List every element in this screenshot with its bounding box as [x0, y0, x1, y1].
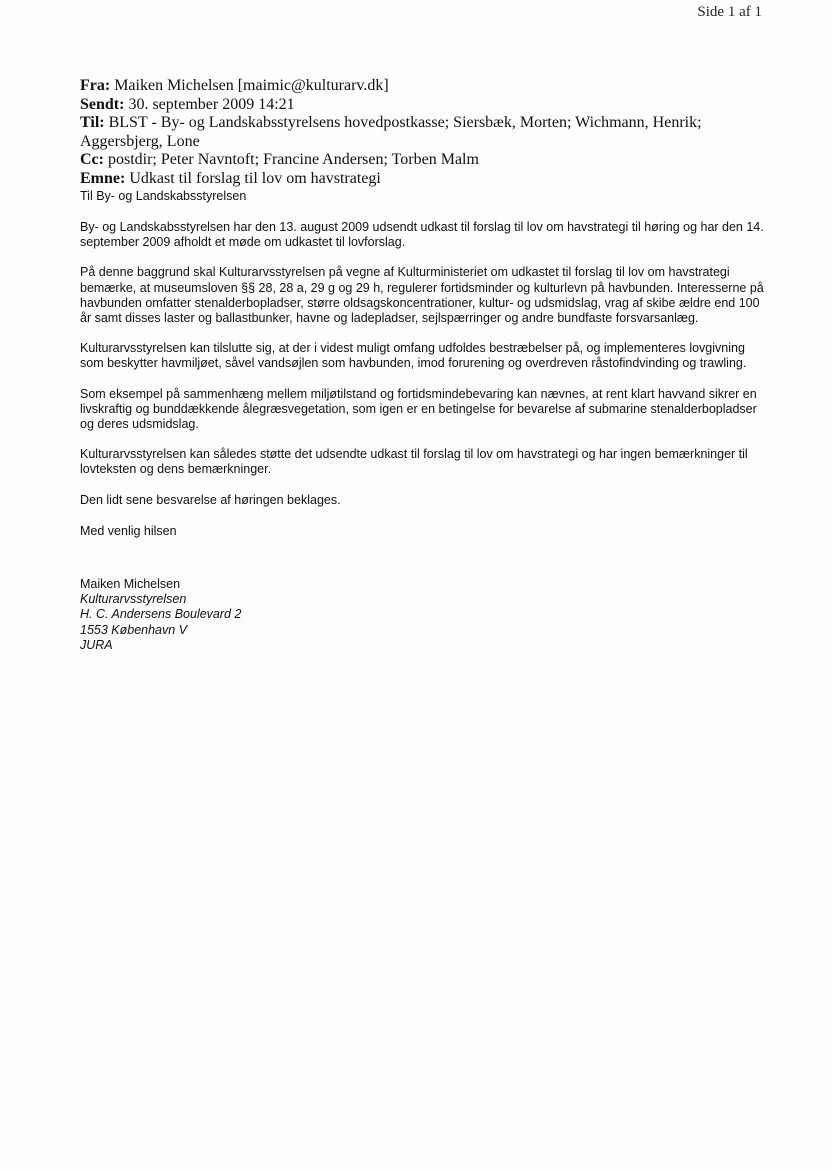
to-row: [80, 114, 770, 151]
from-label: Fra:: [80, 77, 111, 94]
paragraph-6: Den lidt sene besvarelse af høringen beklages.: [80, 492, 341, 507]
signature-street: H. C. Andersens Boulevard 2: [80, 607, 242, 622]
to-value: BLST - By- og Landskabsstyrelsens hovedpostkasse; Siersbæk, Morten; Wichmann, Henrik; Aggersbjerg, Lone: [80, 114, 702, 150]
signature-organization: Kulturarvsstyrelsen: [80, 592, 187, 607]
paragraph-3: Kulturarvsstyrelsen kan tilslutte sig, at der i videst muligt omfang udfoldes bestræbelser på, og implementeres lovgivning som beskytter havmiljøet, såvel vandsøjlen som havbunden, imod forurening og overdreven råstofindvinding og trawling.: [80, 341, 747, 371]
cc-row: [80, 151, 770, 170]
closing-greeting: Med venlig hilsen: [80, 523, 177, 538]
letter-body: [80, 220, 770, 653]
subject-value: Udkast til forslag til lov om havstrategi: [125, 169, 381, 187]
from-row: [80, 77, 770, 96]
signature-city: 1553 København V: [80, 622, 188, 637]
paragraph-5: Kulturarvsstyrelsen kan således støtte det udsendte udkast til forslag til lov om havstrategi og har ingen bemærkninger til lovteksten og dens bemærkninger.: [80, 447, 748, 477]
signature-department: JURA: [80, 637, 113, 652]
sent-row: [80, 96, 770, 115]
cc-label: Cc:: [80, 151, 104, 169]
paragraph-4: Som eksempel på sammenhæng mellem miljøtilstand og fortidsmindebevaring kan nævnes, at rent klart havvand sikrer en livskraftig og bunddækkende ålegræsvegetation, som igen er en betingelse for bevarelse af submarine stenalderbopladser og deres udsmidslag.: [80, 386, 757, 432]
addressee-line: Til By- og Landskabsstyrelsen: [80, 188, 247, 203]
from-value: Maiken Michelsen [maimic@kulturarv.dk]: [110, 77, 389, 94]
paragraph-1: By- og Landskabsstyrelsen har den 13. august 2009 udsendt udkast til forslag til lov om havstrategi til høring og har den 14. september 2009 afholdt et møde om udkastet til lovforslag.: [80, 220, 764, 250]
paragraph-2: På denne baggrund skal Kulturarvsstyrelsen på vegne af Kulturministeriet om udkastet til forslag til lov om havstrategi bemærke, at museumsloven §§ 28, 28 a, 29 g og 29 h, regulerer fortidsminder og kulturlevn på havbunden. Interesserne på havbunden omfatter stenalderbopladser, større oldsagskoncentrationer, kultur- og udsmidslag, vrag af skibe ældre end 100 år samt disses laster og ballastbunker, havne og ladepladser, sejlspærringer og andre bundfaste forsvarsanlæg.: [80, 265, 764, 326]
page-number: Side 1 af 1: [697, 4, 762, 20]
signature-name: Maiken Michelsen: [80, 577, 181, 592]
sent-value: 30. september 2009 14:21: [124, 95, 295, 113]
email-header: [80, 77, 770, 204]
cc-value: postdir; Peter Navntoft; Francine Andersen; Torben Malm: [103, 151, 479, 169]
subject-label: Emne:: [80, 169, 126, 187]
to-label: Til:: [80, 114, 105, 132]
signature-block: [80, 577, 770, 653]
subject-row: [80, 170, 770, 189]
sent-label: Sendt:: [80, 95, 125, 113]
